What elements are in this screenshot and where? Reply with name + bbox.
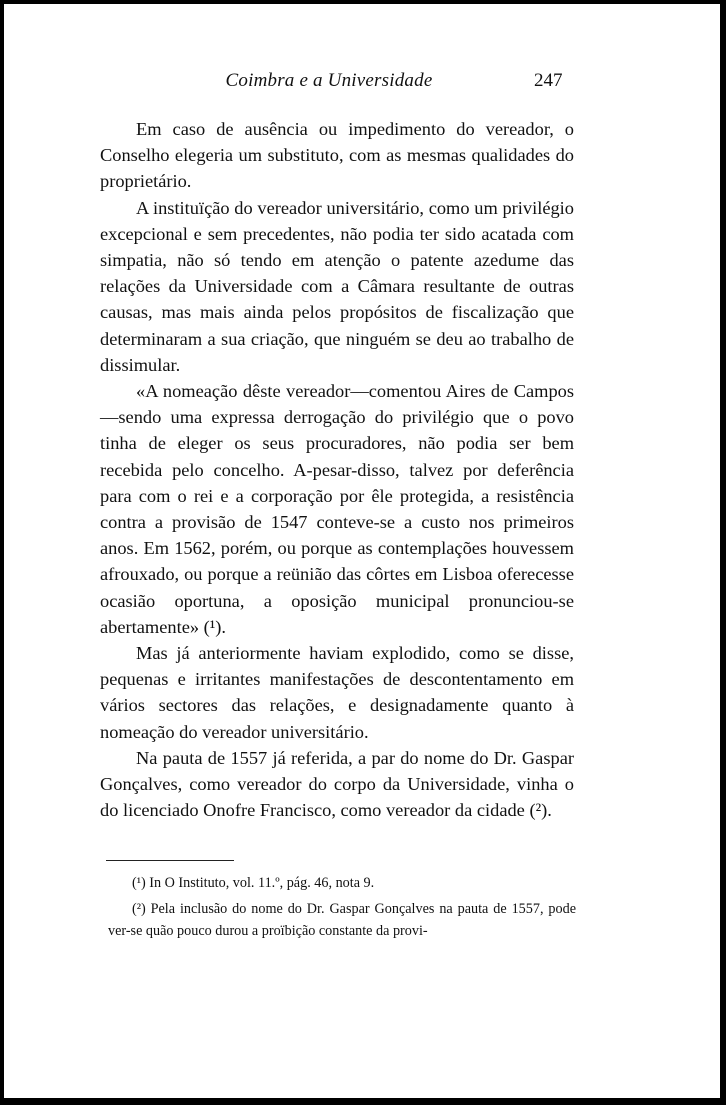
footnote-divider (106, 860, 234, 861)
body-text (100, 116, 574, 823)
paragraph: «A nomeação dêste vereador—comentou Aires de Campos—sendo uma expressa derrogação do privilégio que o povo tinha de eleger os seus procuradores, não podia ser bem recebida pelo concelho. A-pesar-disso, talvez por deferência para com o rei e a corporação por êle protegida, a resistência contra a provisão de 1547 conteve-se a custo nos primeiros anos. Em 1562, porém, ou porque as contemplações houvessem afrouxado, ou porque a reünião das côrtes em Lisboa oferecesse ocasião oportuna, a oposição municipal pronunciou-se abertamente» (¹). (100, 381, 574, 637)
page-number: 247 (534, 70, 563, 91)
footnotes (108, 872, 576, 946)
paragraph: A instituïção do vereador universitário, como um privilégio excepcional e sem precedentes, não podia ter sido acatada com simpatia, não só tendo em atenção o patente azedume das relações da Universidade com a Câmara resultante de outras causas, mas mais ainda pelos propósitos de fiscalização que determinaram a sua criação, que ninguém se deu ao trabalho de dissimular. (100, 197, 574, 375)
paragraph: Mas já anteriormente haviam explodido, como se disse, pequenas e irritantes manifestações de descontentamento em vários sectores das relações, e designadamente quanto à nomeação do vereador universitário. (100, 643, 574, 742)
paragraph: Na pauta de 1557 já referida, a par do nome do Dr. Gaspar Gonçalves, como vereador do corpo da Universidade, vinha o do licenciado Onofre Francisco, como vereador da cidade (²). (100, 747, 574, 821)
footnote: (²) Pela inclusão do nome do Dr. Gaspar Gonçalves na pauta de 1557, pode ver-se quão pouco durou a proïbição constante da provi- (108, 901, 576, 939)
running-head (4, 66, 720, 96)
paragraph: Em caso de ausência ou impedimento do vereador, o Conselho elegeria um substituto, com as mesmas qualidades do proprietário. (100, 119, 574, 192)
footnote: (¹) In O Instituto, vol. 11.º, pág. 46, nota 9. (132, 875, 375, 891)
running-title: Coimbra e a Universidade (225, 70, 433, 91)
book-page (4, 4, 720, 1098)
